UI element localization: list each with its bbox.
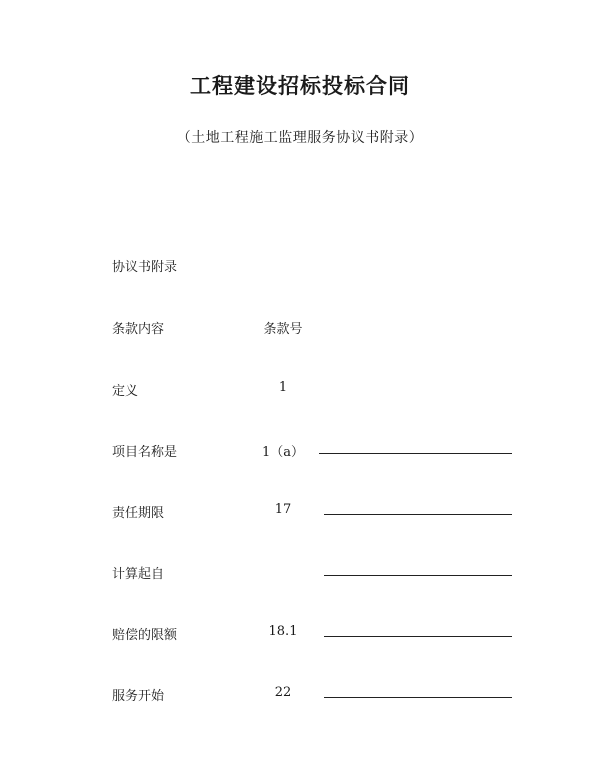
row-label-project-name: 项目名称是 (112, 445, 178, 460)
row-label-compensation-limit: 赔偿的限额 (112, 628, 178, 643)
row-label-service-start: 服务开始 (112, 689, 165, 704)
document-title: 工程建设招标投标合同 (190, 74, 410, 98)
service-start-fill-line (324, 697, 512, 698)
row-label-definition: 定义 (112, 384, 139, 399)
compensation-limit-fill-line (324, 636, 512, 637)
calculated-from-fill-line (324, 575, 512, 576)
row-clause-liability-period: 17 (274, 502, 292, 517)
document-subtitle: （土地工程施工监理服务协议书附录） (176, 130, 424, 146)
liability-period-fill-line (324, 514, 512, 515)
column-header-clause-no: 条款号 (263, 322, 303, 337)
row-clause-service-start: 22 (274, 685, 292, 700)
column-header-content: 条款内容 (112, 322, 165, 337)
row-label-liability-period: 责任期限 (112, 506, 165, 521)
project-name-fill-line (319, 453, 512, 454)
row-clause-project-name: 1（a） (261, 445, 305, 460)
row-clause-definition: 1 (278, 380, 288, 395)
row-clause-compensation-limit: 18.1 (268, 624, 298, 639)
appendix-label: 协议书附录 (112, 260, 178, 275)
row-label-calculated-from: 计算起自 (112, 567, 165, 582)
